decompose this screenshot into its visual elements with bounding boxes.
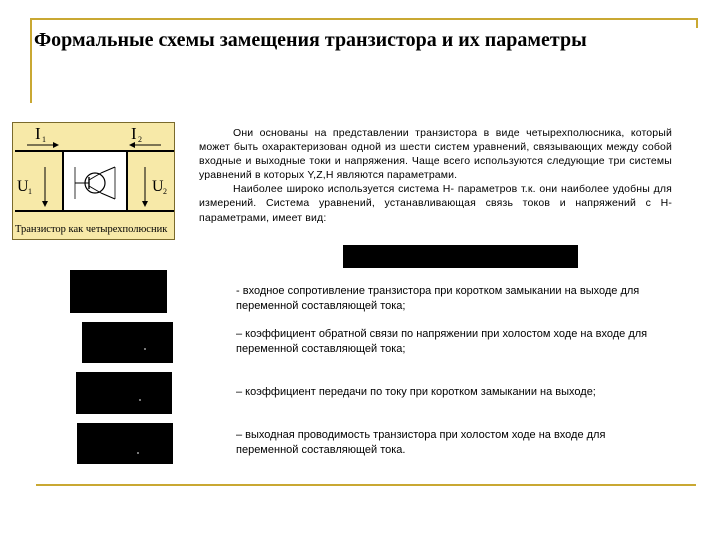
i2-label: I <box>131 124 137 143</box>
four-pole-figure <box>12 122 175 240</box>
h21-description: – коэффициент передачи по току при коротком замыкании на выходе; <box>236 386 596 398</box>
u2-label: U <box>152 178 164 195</box>
four-pole-box <box>63 151 127 211</box>
figure-caption: Транзистор как четырехполюсник <box>15 224 168 235</box>
slide-title: Формальные схемы замещения транзистора и их параметры <box>34 29 587 51</box>
u2-sub: 2 <box>163 187 167 196</box>
i1-label: I <box>35 124 41 143</box>
h12-formula-image <box>82 322 173 363</box>
u1-sub: 1 <box>28 187 32 196</box>
i2-sub: 2 <box>138 135 142 144</box>
h22-formula-image <box>77 423 173 464</box>
h22-description: – выходная проводимость транзистора при холостом ходе на входе для переменной составляющей тока. <box>236 429 606 456</box>
intro-paragraph-2: Наиболее широко используется система H- параметров т.к. они наиболее удобны для измерений. Система уравнений, устанавливающая связь токов и напряжений с H-параметрами, имеет вид: <box>199 183 672 224</box>
i1-arrow-head <box>53 142 59 148</box>
h21-formula-image <box>76 372 172 414</box>
h11-formula-image <box>70 270 167 313</box>
intro-text <box>199 126 672 225</box>
frame-top-line <box>30 18 698 20</box>
h-equation-image <box>343 245 578 268</box>
bottom-divider <box>36 484 696 486</box>
u2-arrow-head <box>142 201 148 207</box>
u1-arrow-head <box>42 201 48 207</box>
frame-left-line <box>30 18 32 103</box>
i1-sub: 1 <box>42 135 46 144</box>
u1-label: U <box>17 178 29 195</box>
h12-description: – коэффициент обратной связи по напряжении при холостом ходе на входе для переменной составляющей тока; <box>236 328 648 355</box>
h11-description: - входное сопротивление транзистора при коротком замыкании на выходе для переменной составляющей тока; <box>236 285 640 312</box>
intro-paragraph-1: Они основаны на представлении транзистора в виде четырехполюсника, который может быть охарактеризован одной из шести систем уравнений, связывающих между собой входные и выходные токи и напряжения. Чаще всего используются следующие три системы уравнений в которых Y,Z,H являются параметрами. <box>199 127 672 182</box>
frame-right-tick <box>696 18 698 28</box>
